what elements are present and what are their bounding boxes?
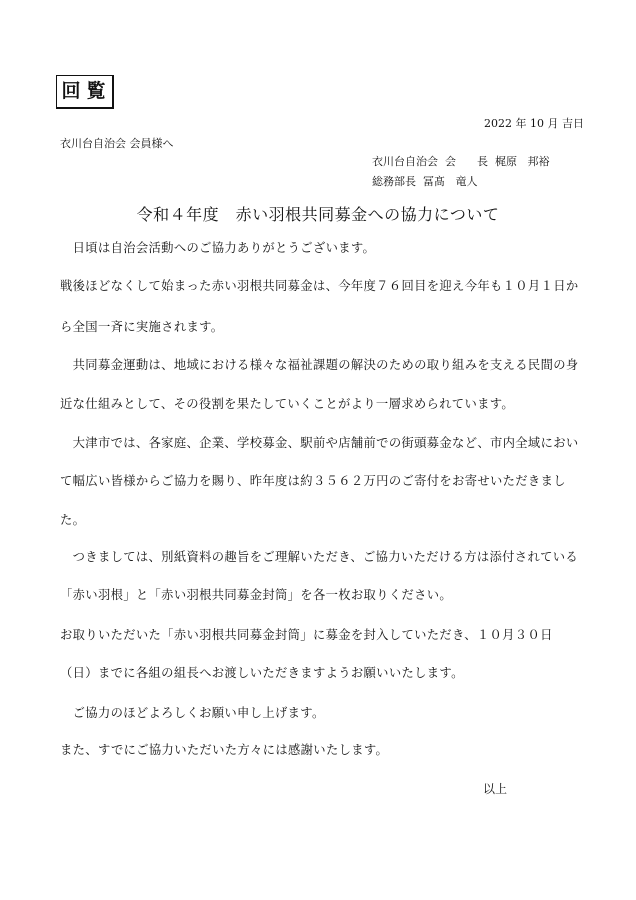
body-line: つきましては、別紙資料の趣旨をご理解いただき、ご協力いただける方は添付されている (60, 550, 579, 564)
body-line: お取りいただいた「赤い羽根共同募金封筒」に募金を封入していただき、１０月３０日 (60, 628, 553, 642)
circulation-stamp: 回覧 (56, 75, 114, 109)
document-title: 令和４年度 赤い羽根共同募金への協力について (136, 205, 500, 224)
body-line: 大津市では、各家庭、企業、学校募金、駅前や店舗前での街頭募金など、市内全域におい (60, 436, 579, 450)
closing-mark: 以上 (483, 782, 508, 796)
body-line: て幅広い皆様からご協力を賜り、昨年度は約３５６２万円のご寄付をお寄せいただきまし (60, 474, 566, 488)
body-line: 日頃は自治会活動へのご協力ありがとうございます。 (60, 241, 376, 255)
sender-chairman: 衣川台自治会 会 長 梶原 邦裕 (372, 155, 550, 168)
body-line: また、すでにご協力いただいた方々には感謝いたします。 (60, 743, 389, 757)
body-line: （日）までに各組の組長へお渡しいただきますようお願いいたします。 (60, 666, 464, 680)
body-line: ら全国一斉に実施されます。 (60, 320, 224, 334)
body-line: ご協力のほどよろしくお願い申し上げます。 (60, 706, 325, 720)
body-line: 近な仕組みとして、その役割を果たしていくことがより一層求められています。 (60, 397, 515, 411)
body-line: 戦後ほどなくして始まった赤い羽根共同募金は、今年度７６回目を迎え今年も１０月１日か (60, 279, 579, 293)
issue-date: 2022 年 10 月 吉日 (484, 117, 584, 130)
body-line: 「赤い羽根」と「赤い羽根共同募金封筒」を各一枚お取りください。 (60, 588, 453, 602)
recipient: 衣川台自治会 会員様へ (60, 137, 174, 150)
body-line: た。 (60, 513, 86, 527)
body-line: 共同募金運動は、地域における様々な福祉課題の解決のための取り組みを支える民間の身 (60, 358, 579, 372)
sender-general-affairs: 総務部長 冨髙 竜人 (372, 175, 478, 188)
